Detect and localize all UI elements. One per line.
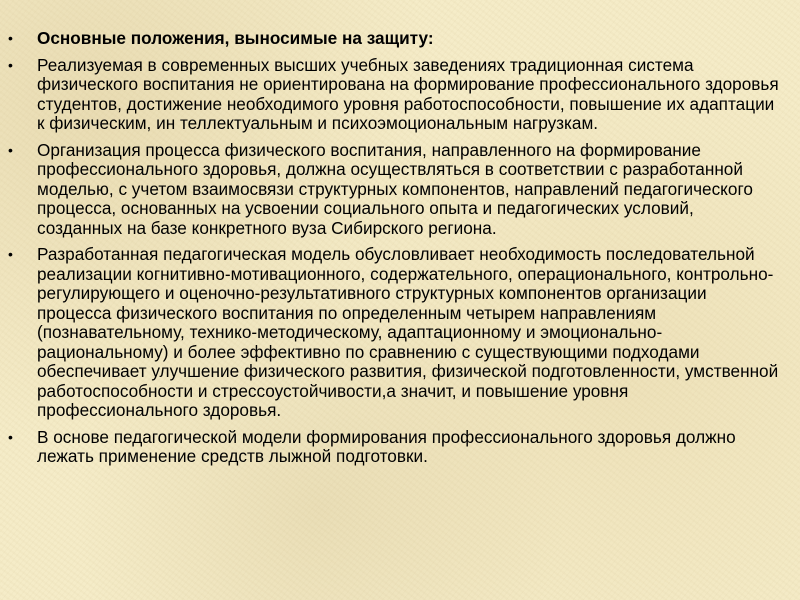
bullet-text-4: В основе педагогической модели формирования профессионального здоровья должно лежать применение средств лыжной подготовки. [37,426,736,466]
heading-text: Основные положения, выносимые на защиту: [37,28,434,48]
bullet-list [0,29,790,474]
bullet-icon: • [8,141,13,158]
bullet-item-3 [0,245,790,421]
bullet-item-4 [0,428,790,467]
bullet-item-1 [0,56,790,134]
bullet-icon: • [8,56,13,73]
bullet-text-2: Организация процесса физического воспитания, направленного на формирование профессионального здоровья, должна осуществляться в соответствии с разработанной моделью, с учетом взаимосвязи структурных компонентов, направлений педагогического процесса, основанных на усвоении социального опыта и педагогических условий, созданных на базе конкретного вуза Сибирского региона. [37,139,753,238]
bullet-icon: • [8,246,13,262]
bullet-text-3: Разработанная педагогическая модель обусловливает необходимость последовательной реализации когнитивно-мотивационного, содержательного, операционального, контрольно-регулирующего и оценочно-результативного структурных компонентов организации процесса физического воспитания по определенным четырем направлениям (познавательному, технико-методическому, адаптационному и эмоционально-рациональному) и более эффективно по сравнению с существующими подходами обеспечивает улучшение физического развития, физической подготовленности, умственной работоспособности и стрессоустойчивости,а значит, и повышение уровня профессионального здоровья. [37,244,779,420]
bullet-icon: • [8,30,13,46]
bullet-text-1: Реализуемая в современных высших учебных заведениях традиционная система физического воспитания не ориентирована на формирование профессионального здоровья студентов, достижение необходимого уровня работоспособности, повышение их адаптации к физическим, ин теллектуальным и психоэмоциональным нагрузкам. [37,54,779,133]
bullet-item-2 [0,141,790,239]
bullet-icon: • [8,428,13,445]
bullet-item-heading [0,29,790,49]
